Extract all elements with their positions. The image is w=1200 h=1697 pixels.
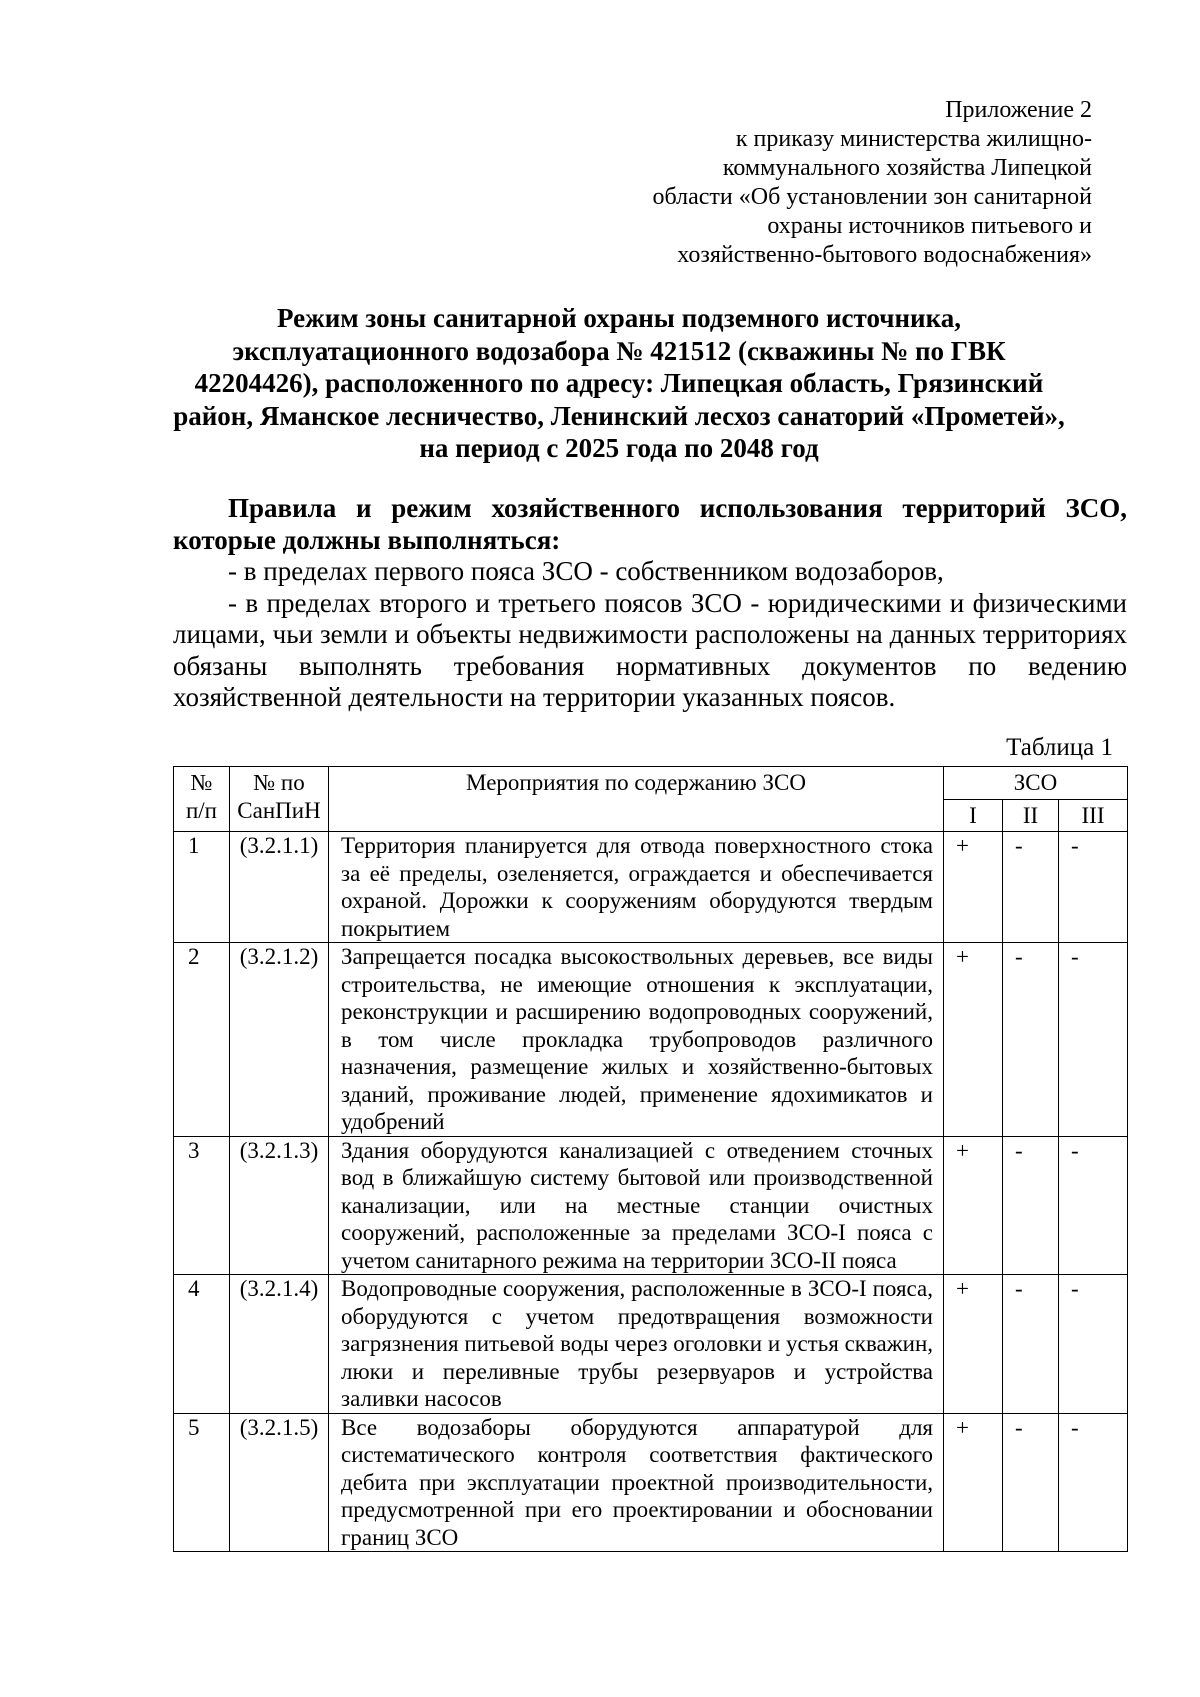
row-measure: Запрещается посадка высокоствольных деревьев, все виды строительства, не имеющие отношения к эксплуатации, реконструкции и расширению водопроводных сооружений, в том числе прокладка трубопроводов различного назначения, размещение жилых и хозяйственно-бытовых зданий, проживание людей, применение ядохимикатов и удобрений	[329, 943, 944, 1137]
header-ref-line2: СанПиН	[237, 797, 321, 823]
title-line: эксплуатационного водозабора № 421512 (скважины № по ГВК	[232, 335, 1006, 366]
row-ref: (3.2.1.1)	[230, 832, 329, 943]
header-sanpin-ref	[230, 767, 329, 832]
row-ref: (3.2.1.4)	[230, 1275, 329, 1414]
header-zone-1: I	[944, 799, 1003, 832]
rules-item-second-third-zone: - в пределах второго и третьего поясов ЗСО - юридическими и физическими лицами, чьи земли и объекты недвижимости расположены на данных территориях обязаны выполнять требования нормативных документов по ведению хозяйственной деятельности на территории указанных поясов.	[173, 587, 1127, 712]
table-row	[174, 1275, 1128, 1414]
header-num-line2: п/п	[185, 797, 217, 823]
title-line: район, Яманское лесничество, Ленинский лесхоз санаторий «Прометей»,	[173, 400, 1065, 431]
appendix-line: области «Об установлении зон санитарной	[652, 184, 1092, 210]
document-title	[160, 302, 1078, 465]
header-measures: Мероприятия по содержанию ЗСО	[329, 767, 944, 832]
header-zone-3: III	[1059, 799, 1128, 832]
appendix-note	[532, 96, 1092, 270]
row-measure: Здания оборудуются канализацией с отведением сточных вод в ближайшую систему бытовой или производственной канализации, или на местные станции очистных сооружений, расположенные за пределами ЗСО-I пояса с учетом санитарного режима на территории ЗСО-II пояса	[329, 1136, 944, 1275]
appendix-line: к приказу министерства жилищно-	[735, 126, 1092, 152]
row-num: 5	[174, 1413, 230, 1552]
title-line: Режим зоны санитарной охраны подземного источника,	[277, 303, 961, 333]
row-zone-2: -	[1003, 943, 1059, 1137]
header-zone-2: II	[1003, 799, 1059, 832]
row-ref: (3.2.1.5)	[230, 1413, 329, 1552]
appendix-line: охраны источников питьевого и	[767, 213, 1092, 239]
header-zso: ЗСО	[944, 767, 1128, 800]
table-row	[174, 832, 1128, 943]
row-zone-3: -	[1059, 1413, 1128, 1552]
zso-measures-table	[173, 766, 1128, 1552]
row-measure: Водопроводные сооружения, расположенные в ЗСО-I пояса, оборудуются с учетом предотвращения возможности загрязнения питьевой воды через оголовки и устья скважин, люки и переливные трубы резервуаров и устройства заливки насосов	[329, 1275, 944, 1414]
row-measure: Территория планируется для отвода поверхностного стока за её пределы, озеленяется, ограждается и обеспечивается охраной. Дорожки к сооружениям оборудуются твердым покрытием	[329, 832, 944, 943]
header-ref-line1: № по	[253, 770, 305, 795]
row-zone-2: -	[1003, 1136, 1059, 1275]
header-num	[174, 767, 230, 832]
rules-item-first-zone: - в пределах первого пояса ЗСО - собственником водозаборов,	[228, 556, 944, 586]
table-row	[174, 1413, 1128, 1552]
row-zone-1: +	[944, 832, 1003, 943]
row-num: 3	[174, 1136, 230, 1275]
row-zone-1: +	[944, 1413, 1003, 1552]
row-zone-2: -	[1003, 1413, 1059, 1552]
row-zone-3: -	[1059, 832, 1128, 943]
title-line: на период с 2025 года по 2048 год	[419, 433, 819, 463]
rules-heading: Правила и режим хозяйственного использования территорий ЗСО, которые должны выполняться:	[173, 493, 1127, 555]
row-zone-1: +	[944, 1136, 1003, 1275]
appendix-line: хозяйственно-бытового водоснабжения»	[677, 242, 1092, 268]
row-zone-3: -	[1059, 943, 1128, 1137]
row-ref: (3.2.1.2)	[230, 943, 329, 1137]
rules-section	[173, 493, 1127, 714]
table-header-row	[174, 767, 1128, 800]
appendix-line: Приложение 2	[945, 97, 1092, 123]
row-zone-1: +	[944, 1275, 1003, 1414]
table-row	[174, 943, 1128, 1137]
row-zone-3: -	[1059, 1136, 1128, 1275]
table-caption: Таблица 1	[1006, 734, 1113, 761]
row-zone-2: -	[1003, 832, 1059, 943]
row-num: 2	[174, 943, 230, 1137]
row-zone-1: +	[944, 943, 1003, 1137]
appendix-line: коммунального хозяйства Липецкой	[722, 155, 1092, 181]
row-num: 1	[174, 832, 230, 943]
row-zone-3: -	[1059, 1275, 1128, 1414]
row-num: 4	[174, 1275, 230, 1414]
row-zone-2: -	[1003, 1275, 1059, 1414]
table-row	[174, 1136, 1128, 1275]
row-ref: (3.2.1.3)	[230, 1136, 329, 1275]
title-line: 42204426), расположенного по адресу: Липецкая область, Грязинский	[194, 368, 1044, 398]
row-measure: Все водозаборы оборудуются аппаратурой для систематического контроля соответствия фактического дебита при эксплуатации проектной производительности, предусмотренной при его проектировании и обосновании границ ЗСО	[329, 1413, 944, 1552]
header-num-line1: №	[190, 770, 213, 795]
